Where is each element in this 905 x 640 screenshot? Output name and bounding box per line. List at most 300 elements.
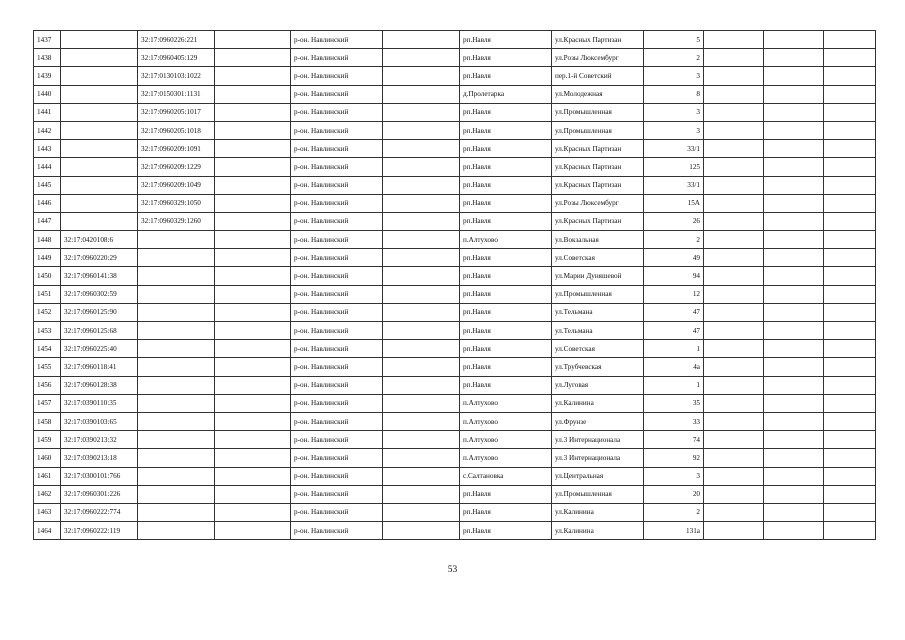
empty-cell [824, 121, 876, 139]
alt-cadastral-number-cell [138, 285, 215, 303]
locality-cell: п.Алтухово [460, 412, 552, 430]
empty-cell [764, 431, 824, 449]
empty-cell [764, 49, 824, 67]
locality-cell: д.Пролетарка [460, 85, 552, 103]
empty-cell [383, 303, 460, 321]
empty-cell [383, 49, 460, 67]
empty-cell [704, 85, 764, 103]
locality-cell: рп.Навля [460, 267, 552, 285]
locality-cell: рп.Навля [460, 503, 552, 521]
empty-cell [764, 194, 824, 212]
table-row [34, 85, 876, 103]
table-row [34, 358, 876, 376]
locality-cell: рп.Навля [460, 485, 552, 503]
alt-cadastral-number-cell [138, 522, 215, 540]
table-row [34, 467, 876, 485]
empty-cell [383, 285, 460, 303]
street-cell: ул.Советская [552, 340, 644, 358]
cadastral-number-cell: 32:17:0390213:18 [61, 449, 138, 467]
table-row [34, 285, 876, 303]
cadastral-number-cell: 32:17:0960222:119 [61, 522, 138, 540]
empty-cell [704, 522, 764, 540]
empty-cell [704, 412, 764, 430]
empty-cell [824, 49, 876, 67]
empty-cell [383, 85, 460, 103]
alt-cadastral-number-cell [138, 412, 215, 430]
alt-cadastral-number-cell [138, 231, 215, 249]
empty-cell [383, 212, 460, 230]
district-cell: р-он. Навлинский [291, 267, 383, 285]
empty-cell [704, 249, 764, 267]
empty-cell [704, 340, 764, 358]
row-number-cell: 1457 [34, 394, 61, 412]
house-number-cell: 12 [644, 285, 704, 303]
page-number: 53 [447, 565, 458, 575]
district-cell: р-он. Навлинский [291, 176, 383, 194]
empty-cell [764, 140, 824, 158]
empty-cell [824, 285, 876, 303]
locality-cell: рп.Навля [460, 249, 552, 267]
row-number-cell: 1443 [34, 140, 61, 158]
empty-cell [383, 394, 460, 412]
empty-cell [215, 522, 291, 540]
locality-cell: рп.Навля [460, 376, 552, 394]
empty-cell [824, 31, 876, 49]
empty-cell [824, 85, 876, 103]
empty-cell [704, 194, 764, 212]
house-number-cell: 3 [644, 103, 704, 121]
street-cell: ул.Розы Люксембург [552, 49, 644, 67]
empty-cell [824, 194, 876, 212]
empty-cell [215, 121, 291, 139]
cadastral-number-cell [61, 176, 138, 194]
row-number-cell: 1447 [34, 212, 61, 230]
street-cell: пер.1-й Советский [552, 67, 644, 85]
cadastral-number-cell [61, 49, 138, 67]
street-cell: ул.Промышленная [552, 285, 644, 303]
empty-cell [704, 449, 764, 467]
empty-cell [215, 467, 291, 485]
house-number-cell: 3 [644, 121, 704, 139]
street-cell: ул.Промышленная [552, 485, 644, 503]
empty-cell [383, 121, 460, 139]
district-cell: р-он. Навлинский [291, 31, 383, 49]
empty-cell [704, 267, 764, 285]
row-number-cell: 1442 [34, 121, 61, 139]
empty-cell [215, 267, 291, 285]
empty-cell [704, 67, 764, 85]
empty-cell [215, 67, 291, 85]
empty-cell [215, 85, 291, 103]
table-row [34, 522, 876, 540]
empty-cell [704, 285, 764, 303]
cadastral-number-cell: 32:17:0960302:59 [61, 285, 138, 303]
table-row [34, 249, 876, 267]
empty-cell [704, 467, 764, 485]
district-cell: р-он. Навлинский [291, 376, 383, 394]
locality-cell: с.Салтановка [460, 467, 552, 485]
table-row [34, 394, 876, 412]
empty-cell [215, 394, 291, 412]
empty-cell [383, 194, 460, 212]
empty-cell [215, 412, 291, 430]
empty-cell [824, 231, 876, 249]
table-row [34, 121, 876, 139]
empty-cell [215, 212, 291, 230]
empty-cell [824, 176, 876, 194]
empty-cell [383, 503, 460, 521]
alt-cadastral-number-cell: 32:17:0960209:1091 [138, 140, 215, 158]
street-cell: ул.Красных Партизан [552, 140, 644, 158]
empty-cell [215, 358, 291, 376]
empty-cell [824, 358, 876, 376]
house-number-cell: 8 [644, 85, 704, 103]
locality-cell: п.Алтухово [460, 449, 552, 467]
cadastral-number-cell: 32:17:0960125:68 [61, 322, 138, 340]
street-cell: ул.Марии Дуняшевой [552, 267, 644, 285]
empty-cell [824, 140, 876, 158]
street-cell: ул.3 Интернационала [552, 449, 644, 467]
empty-cell [215, 322, 291, 340]
street-cell: ул.Красных Партизан [552, 176, 644, 194]
street-cell: ул.Советская [552, 249, 644, 267]
empty-cell [215, 431, 291, 449]
table-row [34, 49, 876, 67]
house-number-cell: 33/1 [644, 140, 704, 158]
district-cell: р-он. Навлинский [291, 485, 383, 503]
alt-cadastral-number-cell: 32:17:0960329:1260 [138, 212, 215, 230]
empty-cell [215, 103, 291, 121]
district-cell: р-он. Навлинский [291, 158, 383, 176]
empty-cell [704, 31, 764, 49]
row-number-cell: 1459 [34, 431, 61, 449]
locality-cell: рп.Навля [460, 176, 552, 194]
district-cell: р-он. Навлинский [291, 85, 383, 103]
alt-cadastral-number-cell [138, 249, 215, 267]
locality-cell: рп.Навля [460, 31, 552, 49]
empty-cell [824, 412, 876, 430]
row-number-cell: 1451 [34, 285, 61, 303]
cadastral-number-cell [61, 103, 138, 121]
empty-cell [824, 303, 876, 321]
house-number-cell: 3 [644, 67, 704, 85]
street-cell: ул.Луговая [552, 376, 644, 394]
cadastral-number-cell: 32:17:0960222:774 [61, 503, 138, 521]
empty-cell [764, 449, 824, 467]
empty-cell [764, 376, 824, 394]
empty-cell [824, 67, 876, 85]
empty-cell [824, 376, 876, 394]
district-cell: р-он. Навлинский [291, 212, 383, 230]
alt-cadastral-number-cell [138, 303, 215, 321]
alt-cadastral-number-cell: 32:17:0960405:129 [138, 49, 215, 67]
empty-cell [215, 31, 291, 49]
empty-cell [764, 249, 824, 267]
alt-cadastral-number-cell: 32:17:0960205:1017 [138, 103, 215, 121]
cadastral-number-cell [61, 85, 138, 103]
street-cell: ул.Розы Люксембург [552, 194, 644, 212]
alt-cadastral-number-cell [138, 340, 215, 358]
alt-cadastral-number-cell [138, 394, 215, 412]
empty-cell [383, 231, 460, 249]
street-cell: ул.Фрунзе [552, 412, 644, 430]
house-number-cell: 4а [644, 358, 704, 376]
house-number-cell: 20 [644, 485, 704, 503]
empty-cell [824, 394, 876, 412]
row-number-cell: 1460 [34, 449, 61, 467]
cadastral-number-cell: 32:17:0960225:40 [61, 340, 138, 358]
district-cell: р-он. Навлинский [291, 121, 383, 139]
house-number-cell: 125 [644, 158, 704, 176]
alt-cadastral-number-cell: 32:17:0960205:1018 [138, 121, 215, 139]
alt-cadastral-number-cell [138, 485, 215, 503]
district-cell: р-он. Навлинский [291, 467, 383, 485]
empty-cell [704, 431, 764, 449]
empty-cell [215, 140, 291, 158]
house-number-cell: 2 [644, 231, 704, 249]
empty-cell [764, 285, 824, 303]
alt-cadastral-number-cell: 32:17:0960226:221 [138, 31, 215, 49]
empty-cell [704, 103, 764, 121]
district-cell: р-он. Навлинский [291, 67, 383, 85]
empty-cell [383, 485, 460, 503]
row-number-cell: 1454 [34, 340, 61, 358]
district-cell: р-он. Навлинский [291, 231, 383, 249]
district-cell: р-он. Навлинский [291, 322, 383, 340]
house-number-cell: 3 [644, 467, 704, 485]
street-cell: ул.Калинина [552, 522, 644, 540]
empty-cell [704, 176, 764, 194]
empty-cell [824, 158, 876, 176]
district-cell: р-он. Навлинский [291, 522, 383, 540]
row-number-cell: 1462 [34, 485, 61, 503]
cadastral-number-cell: 32:17:0960118:41 [61, 358, 138, 376]
cadastral-number-cell [61, 121, 138, 139]
locality-cell: рп.Навля [460, 285, 552, 303]
cadastral-number-cell [61, 158, 138, 176]
cadastral-number-cell [61, 194, 138, 212]
empty-cell [764, 503, 824, 521]
empty-cell [383, 249, 460, 267]
row-number-cell: 1453 [34, 322, 61, 340]
empty-cell [215, 340, 291, 358]
empty-cell [383, 31, 460, 49]
row-number-cell: 1437 [34, 31, 61, 49]
empty-cell [764, 103, 824, 121]
empty-cell [383, 522, 460, 540]
locality-cell: рп.Навля [460, 158, 552, 176]
cadastral-number-cell: 32:17:0960141:38 [61, 267, 138, 285]
empty-cell [383, 322, 460, 340]
empty-cell [824, 103, 876, 121]
empty-cell [383, 358, 460, 376]
table-row [34, 303, 876, 321]
empty-cell [704, 394, 764, 412]
table-row [34, 158, 876, 176]
district-cell: р-он. Навлинский [291, 449, 383, 467]
row-number-cell: 1439 [34, 67, 61, 85]
street-cell: ул.Красных Партизан [552, 31, 644, 49]
table-row [34, 340, 876, 358]
empty-cell [824, 431, 876, 449]
alt-cadastral-number-cell: 32:17:0960209:1229 [138, 158, 215, 176]
alt-cadastral-number-cell: 32:17:0960209:1049 [138, 176, 215, 194]
empty-cell [704, 121, 764, 139]
row-number-cell: 1444 [34, 158, 61, 176]
table-row [34, 103, 876, 121]
district-cell: р-он. Навлинский [291, 503, 383, 521]
empty-cell [704, 303, 764, 321]
house-number-cell: 2 [644, 49, 704, 67]
empty-cell [215, 503, 291, 521]
empty-cell [215, 49, 291, 67]
empty-cell [383, 103, 460, 121]
table-row [34, 485, 876, 503]
empty-cell [824, 322, 876, 340]
alt-cadastral-number-cell [138, 358, 215, 376]
empty-cell [383, 140, 460, 158]
row-number-cell: 1450 [34, 267, 61, 285]
empty-cell [704, 322, 764, 340]
empty-cell [383, 67, 460, 85]
alt-cadastral-number-cell [138, 449, 215, 467]
registry-table [33, 30, 876, 540]
cadastral-number-cell: 32:17:0390213:32 [61, 431, 138, 449]
cadastral-number-cell: 32:17:0390110:35 [61, 394, 138, 412]
table-row [34, 31, 876, 49]
empty-cell [215, 485, 291, 503]
empty-cell [215, 303, 291, 321]
empty-cell [764, 322, 824, 340]
street-cell: ул.Красных Партизан [552, 212, 644, 230]
table-row [34, 231, 876, 249]
empty-cell [764, 31, 824, 49]
street-cell: ул.Трубчевская [552, 358, 644, 376]
alt-cadastral-number-cell [138, 503, 215, 521]
cadastral-number-cell [61, 140, 138, 158]
cadastral-number-cell [61, 212, 138, 230]
house-number-cell: 33/1 [644, 176, 704, 194]
row-number-cell: 1441 [34, 103, 61, 121]
locality-cell: рп.Навля [460, 67, 552, 85]
district-cell: р-он. Навлинский [291, 358, 383, 376]
district-cell: р-он. Навлинский [291, 394, 383, 412]
street-cell: ул.Тельмана [552, 303, 644, 321]
empty-cell [215, 158, 291, 176]
street-cell: ул.Тельмана [552, 322, 644, 340]
empty-cell [824, 249, 876, 267]
alt-cadastral-number-cell [138, 267, 215, 285]
empty-cell [764, 67, 824, 85]
empty-cell [824, 267, 876, 285]
table-row [34, 322, 876, 340]
table-row [34, 212, 876, 230]
table-row [34, 140, 876, 158]
locality-cell: п.Алтухово [460, 394, 552, 412]
empty-cell [824, 503, 876, 521]
house-number-cell: 26 [644, 212, 704, 230]
locality-cell: п.Алтухово [460, 431, 552, 449]
house-number-cell: 94 [644, 267, 704, 285]
locality-cell: рп.Навля [460, 103, 552, 121]
house-number-cell: 33 [644, 412, 704, 430]
empty-cell [704, 485, 764, 503]
empty-cell [764, 394, 824, 412]
empty-cell [215, 376, 291, 394]
row-number-cell: 1461 [34, 467, 61, 485]
row-number-cell: 1455 [34, 358, 61, 376]
row-number-cell: 1452 [34, 303, 61, 321]
table-row [34, 194, 876, 212]
empty-cell [824, 340, 876, 358]
house-number-cell: 5 [644, 31, 704, 49]
empty-cell [383, 340, 460, 358]
alt-cadastral-number-cell: 32:17:0960329:1050 [138, 194, 215, 212]
empty-cell [383, 467, 460, 485]
district-cell: р-он. Навлинский [291, 140, 383, 158]
table-row [34, 431, 876, 449]
row-number-cell: 1449 [34, 249, 61, 267]
row-number-cell: 1463 [34, 503, 61, 521]
locality-cell: рп.Навля [460, 340, 552, 358]
district-cell: р-он. Навлинский [291, 340, 383, 358]
row-number-cell: 1456 [34, 376, 61, 394]
empty-cell [704, 158, 764, 176]
district-cell: р-он. Навлинский [291, 103, 383, 121]
cadastral-number-cell: 32:17:0960128:38 [61, 376, 138, 394]
empty-cell [764, 267, 824, 285]
row-number-cell: 1438 [34, 49, 61, 67]
table-row [34, 67, 876, 85]
row-number-cell: 1440 [34, 85, 61, 103]
district-cell: р-он. Навлинский [291, 49, 383, 67]
empty-cell [764, 158, 824, 176]
cadastral-number-cell [61, 67, 138, 85]
empty-cell [764, 121, 824, 139]
empty-cell [215, 176, 291, 194]
street-cell: ул.Центральная [552, 467, 644, 485]
empty-cell [764, 485, 824, 503]
empty-cell [383, 176, 460, 194]
house-number-cell: 15А [644, 194, 704, 212]
cadastral-number-cell: 32:17:0300101:766 [61, 467, 138, 485]
empty-cell [704, 212, 764, 230]
empty-cell [215, 194, 291, 212]
empty-cell [704, 376, 764, 394]
empty-cell [824, 212, 876, 230]
alt-cadastral-number-cell: 32:17:0130103:1022 [138, 67, 215, 85]
street-cell: ул.Молодежная [552, 85, 644, 103]
alt-cadastral-number-cell [138, 431, 215, 449]
empty-cell [764, 176, 824, 194]
street-cell: ул.Калинина [552, 503, 644, 521]
street-cell: ул.3 Интернационала [552, 431, 644, 449]
cadastral-number-cell: 32:17:0390103:65 [61, 412, 138, 430]
locality-cell: рп.Навля [460, 322, 552, 340]
street-cell: ул.Вокзальная [552, 231, 644, 249]
locality-cell: рп.Навля [460, 140, 552, 158]
row-number-cell: 1448 [34, 231, 61, 249]
house-number-cell: 131а [644, 522, 704, 540]
district-cell: р-он. Навлинский [291, 285, 383, 303]
house-number-cell: 35 [644, 394, 704, 412]
row-number-cell: 1458 [34, 412, 61, 430]
empty-cell [764, 358, 824, 376]
empty-cell [764, 340, 824, 358]
cadastral-number-cell: 32:17:0960220:29 [61, 249, 138, 267]
district-cell: р-он. Навлинский [291, 431, 383, 449]
house-number-cell: 49 [644, 249, 704, 267]
